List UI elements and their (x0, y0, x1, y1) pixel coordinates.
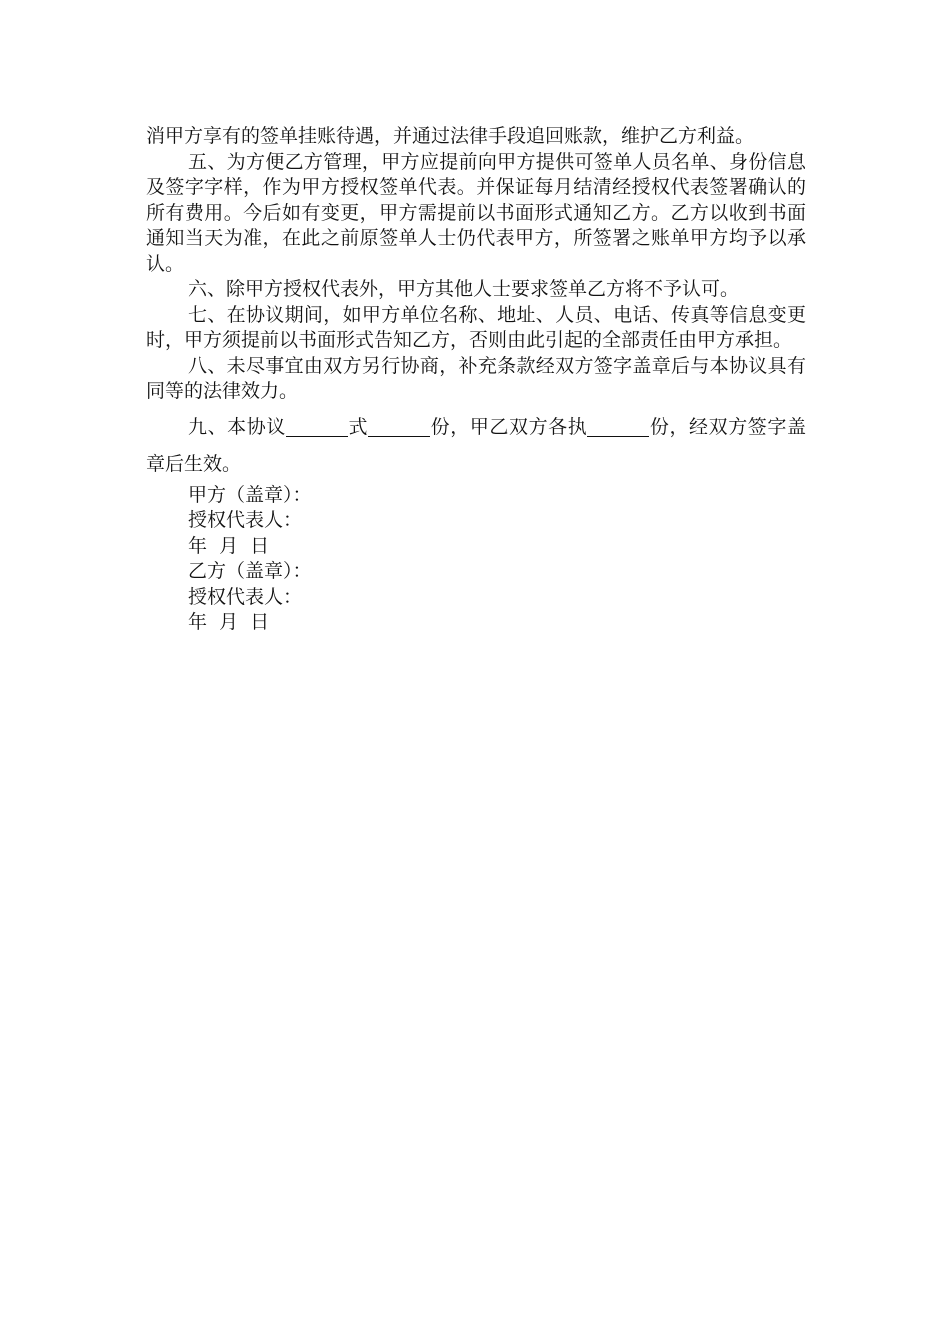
clause-five: 五、为方便乙方管理，甲方应提前向甲方提供可签单人员名单、身份信息及签字字样，作为甲方授权签单代表。并保证每月结清经授权代表签署确认的所有费用。今后如有变更，甲方需提前以书面形式通知乙方。乙方以收到书面通知当天为准，在此之前原签单人士仍代表甲方，所签署之账单甲方均予以承认。 (146, 150, 806, 275)
party-a-seal: 甲方（盖章）： (188, 483, 312, 506)
party-a-representative: 授权代表人： (188, 509, 303, 531)
blank-line-each (587, 417, 649, 437)
clause-eight: 八、未尽事宜由双方另行协商，补充条款经双方签字盖章后与本协议具有同等的法律效力。 (146, 354, 806, 402)
signature-block (146, 483, 806, 636)
blank-line-form (286, 417, 348, 437)
clause-seven: 七、在协议期间，如甲方单位名称、地址、人员、电话、传真等信息变更时，甲方须提前以书面形式告知乙方，否则由此引起的全部责任由甲方承担。 (146, 303, 806, 351)
clause-nine-text-3: 份，甲乙双方各执 (430, 415, 588, 438)
clause-nine-text-1: 九、本协议 (188, 415, 286, 438)
clause-nine-text-2: 式 (347, 415, 369, 438)
party-b-date: 年 月 日 (188, 611, 270, 633)
clause-six: 六、除甲方授权代表外，甲方其他人士要求签单乙方将不予认可。 (188, 278, 740, 300)
document-body (146, 124, 806, 636)
paragraph-continuation: 消甲方享有的签单挂账待遇，并通过法律手段追回账款，维护乙方利益。 (146, 125, 755, 147)
clause-nine (146, 409, 806, 483)
clause-nine-text-4: 份，经双方签字盖章后生效。 (146, 415, 806, 475)
party-a-date: 年 月 日 (188, 534, 270, 557)
party-b-seal: 乙方（盖章）： (188, 560, 312, 582)
party-b-representative: 授权代表人： (188, 585, 303, 608)
blank-line-copies (368, 417, 430, 437)
